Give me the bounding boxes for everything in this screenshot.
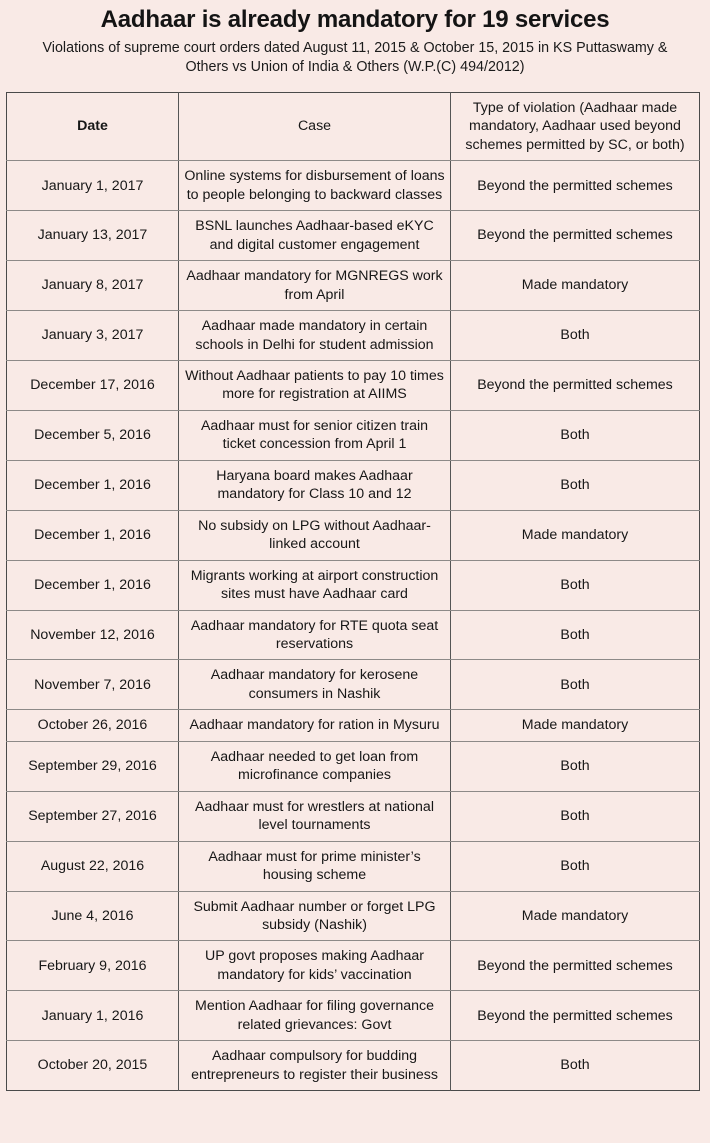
table-row — [7, 941, 700, 991]
cell-case: UP govt proposes making Aadhaar mandatory for kids’ vaccination — [179, 941, 451, 991]
cell-type-of-violation: Made mandatory — [451, 710, 700, 741]
cell-date: January 8, 2017 — [7, 261, 179, 311]
cell-case: Online systems for disbursement of loans to people belonging to backward classes — [179, 161, 451, 211]
cell-type-of-violation: Beyond the permitted schemes — [451, 941, 700, 991]
cell-type-of-violation: Both — [451, 410, 700, 460]
cell-type-of-violation: Both — [451, 311, 700, 361]
table-row — [7, 710, 700, 741]
cell-type-of-violation: Both — [451, 741, 700, 791]
table-body — [7, 161, 700, 1091]
cell-date: August 22, 2016 — [7, 841, 179, 891]
cell-date: November 7, 2016 — [7, 660, 179, 710]
page-subtitle: Violations of supreme court orders dated August 11, 2015 & October 15, 2015 in KS Puttaswamy & Others vs Union of India & Others (W.P.(C) 494/2012) — [42, 40, 668, 76]
violations-table — [6, 92, 700, 1091]
cell-type-of-violation: Beyond the permitted schemes — [451, 991, 700, 1041]
table-row — [7, 841, 700, 891]
page-title: Aadhaar is already mandatory for 19 services — [100, 6, 610, 33]
cell-date: June 4, 2016 — [7, 891, 179, 941]
cell-case: No subsidy on LPG without Aadhaar-linked account — [179, 510, 451, 560]
cell-case: Aadhaar mandatory for kerosene consumers in Nashik — [179, 660, 451, 710]
header-block — [0, 0, 710, 83]
cell-date: December 1, 2016 — [7, 560, 179, 610]
table-header-row — [7, 93, 700, 161]
column-header-date: Date — [7, 93, 179, 161]
table-row — [7, 660, 700, 710]
cell-type-of-violation: Made mandatory — [451, 891, 700, 941]
table-row — [7, 991, 700, 1041]
cell-date: October 26, 2016 — [7, 710, 179, 741]
table-row — [7, 410, 700, 460]
cell-case: Without Aadhaar patients to pay 10 times more for registration at AIIMS — [179, 360, 451, 410]
cell-date: January 1, 2017 — [7, 161, 179, 211]
cell-case: Submit Aadhaar number or forget LPG subsidy (Nashik) — [179, 891, 451, 941]
cell-type-of-violation: Made mandatory — [451, 510, 700, 560]
cell-case: Aadhaar mandatory for RTE quota seat reservations — [179, 610, 451, 660]
cell-case: Aadhaar needed to get loan from microfinance companies — [179, 741, 451, 791]
table-row — [7, 460, 700, 510]
table-row — [7, 311, 700, 361]
column-header-case: Case — [179, 93, 451, 161]
cell-type-of-violation: Both — [451, 791, 700, 841]
table-row — [7, 161, 700, 211]
cell-case: Aadhaar compulsory for budding entrepreneurs to register their business — [179, 1041, 451, 1091]
table-header — [7, 93, 700, 161]
cell-date: February 9, 2016 — [7, 941, 179, 991]
cell-type-of-violation: Beyond the permitted schemes — [451, 161, 700, 211]
violations-table-wrapper — [6, 92, 699, 1091]
cell-date: January 3, 2017 — [7, 311, 179, 361]
cell-case: BSNL launches Aadhaar-based eKYC and digital customer engagement — [179, 211, 451, 261]
cell-date: December 5, 2016 — [7, 410, 179, 460]
cell-date: November 12, 2016 — [7, 610, 179, 660]
cell-type-of-violation: Beyond the permitted schemes — [451, 211, 700, 261]
table-row — [7, 360, 700, 410]
cell-type-of-violation: Both — [451, 1041, 700, 1091]
cell-case: Migrants working at airport construction sites must have Aadhaar card — [179, 560, 451, 610]
table-row — [7, 610, 700, 660]
cell-date: December 1, 2016 — [7, 460, 179, 510]
cell-case: Aadhaar must for senior citizen train ticket concession from April 1 — [179, 410, 451, 460]
table-row — [7, 791, 700, 841]
table-row — [7, 510, 700, 560]
table-row — [7, 261, 700, 311]
table-row — [7, 1041, 700, 1091]
cell-case: Aadhaar must for wrestlers at national level tournaments — [179, 791, 451, 841]
cell-date: December 17, 2016 — [7, 360, 179, 410]
cell-type-of-violation: Both — [451, 460, 700, 510]
table-row — [7, 741, 700, 791]
cell-type-of-violation: Both — [451, 560, 700, 610]
cell-date: October 20, 2015 — [7, 1041, 179, 1091]
cell-case: Aadhaar mandatory for ration in Mysuru — [179, 710, 451, 741]
cell-case: Mention Aadhaar for filing governance related grievances: Govt — [179, 991, 451, 1041]
cell-type-of-violation: Made mandatory — [451, 261, 700, 311]
cell-date: September 27, 2016 — [7, 791, 179, 841]
cell-date: January 13, 2017 — [7, 211, 179, 261]
cell-type-of-violation: Both — [451, 841, 700, 891]
table-row — [7, 560, 700, 610]
cell-date: January 1, 2016 — [7, 991, 179, 1041]
cell-date: September 29, 2016 — [7, 741, 179, 791]
cell-type-of-violation: Both — [451, 660, 700, 710]
cell-type-of-violation: Both — [451, 610, 700, 660]
cell-date: December 1, 2016 — [7, 510, 179, 560]
cell-type-of-violation: Beyond the permitted schemes — [451, 360, 700, 410]
cell-case: Aadhaar must for prime minister’s housing scheme — [179, 841, 451, 891]
cell-case: Aadhaar made mandatory in certain schools in Delhi for student admission — [179, 311, 451, 361]
cell-case: Aadhaar mandatory for MGNREGS work from April — [179, 261, 451, 311]
table-row — [7, 211, 700, 261]
table-row — [7, 891, 700, 941]
cell-case: Haryana board makes Aadhaar mandatory for Class 10 and 12 — [179, 460, 451, 510]
column-header-type-of-violation: Type of violation (Aadhaar made mandatory, Aadhaar used beyond schemes permitted by SC, or both) — [451, 93, 700, 161]
